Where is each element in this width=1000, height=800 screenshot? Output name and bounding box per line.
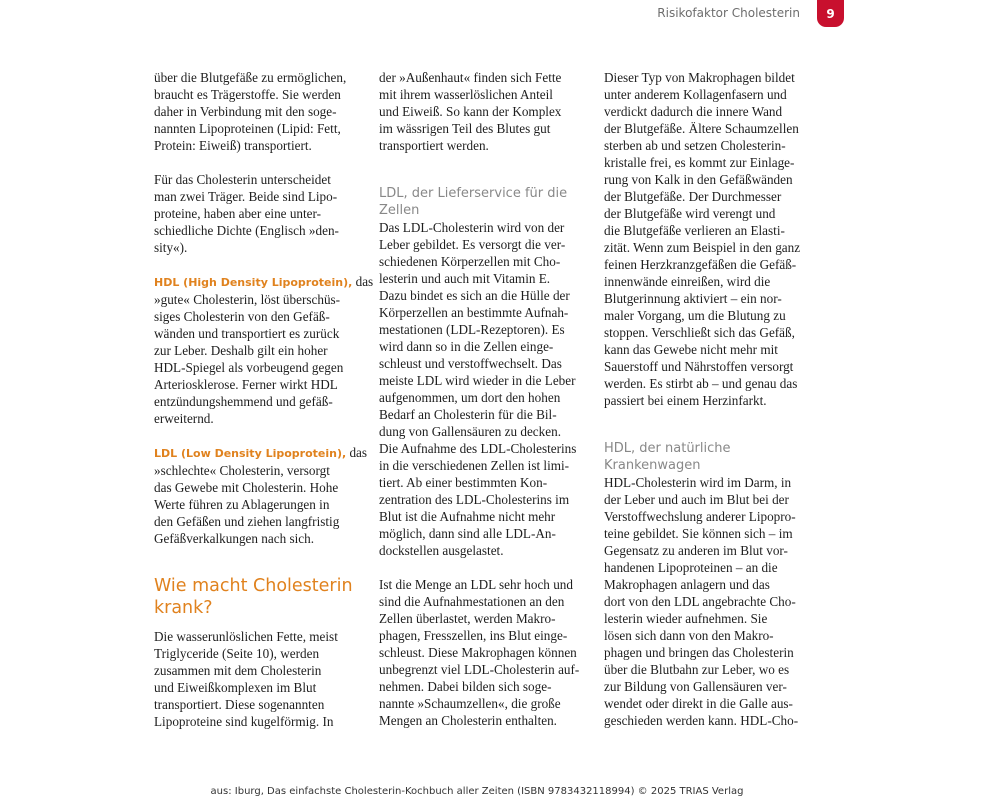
text-line: Die Aufnahme des LDL-Cholesterins (379, 441, 577, 456)
heading-line: Zellen (379, 203, 420, 218)
paragraph (154, 171, 359, 256)
text-line: aufgenommen, um dort den hohen (379, 390, 561, 405)
source-footer: aus: Iburg, Das einfachste Cholesterin-Kochbuch aller Zeiten (ISBN 9783432118994) © 2025 TRIAS Verlag (210, 786, 744, 797)
paragraph (379, 576, 584, 729)
text-line: tiert. Ab einer bestimmten Kon- (379, 475, 548, 490)
text-line: transportiert werden. (379, 138, 489, 153)
text-line: wendet oder direkt in die Galle aus- (604, 696, 793, 711)
text-line: HDL-Spiegel als vorbeugend gegen (154, 360, 344, 375)
heading-line: Wie macht Cholesterin (154, 576, 353, 596)
text-line: Werte führen zu Ablagerungen in (154, 497, 330, 512)
heading-line: krank? (154, 598, 213, 618)
text-line: phagen und bringen das Cholesterin (604, 645, 794, 660)
text-line: maler Vorgang, um die Blutung zu (604, 308, 786, 323)
text-line: dockstellen ausgelastet. (379, 543, 504, 558)
text-line: lösen sich dann von den Makro- (604, 628, 774, 643)
text-line: nannten Lipoproteinen (Lipid: Fett, (154, 121, 341, 136)
text-line: Zellen überlastet, werden Makro- (379, 611, 556, 626)
text-line: stoppen. Verschließt sich das Gefäß, (604, 325, 795, 340)
paragraph (379, 69, 584, 154)
text-line: wird dann so in die Zellen einge- (379, 339, 554, 354)
text-line: entzündungshemmend und gefäß- (154, 394, 333, 409)
ldl-definition (154, 444, 368, 547)
column-3 (604, 69, 809, 729)
text-line: dort von den LDL angebrachte Cho- (604, 594, 796, 609)
text-line: der Blutgefäße. Ältere Schaumzellen (604, 121, 799, 136)
heading-line: HDL, der natürliche (604, 441, 731, 456)
text-line: mit ihrem wasserlöslichen Anteil (379, 87, 553, 102)
text-line: der Blutgefäße wird verengt und (604, 206, 776, 221)
paragraph (154, 69, 359, 154)
text-line: Blutgerinnung aktiviert – ein nor- (604, 291, 782, 306)
text-line: Lipoproteine sind kugelförmig. In (154, 714, 334, 729)
text-line: im wässrigen Teil des Blutes gut (379, 121, 551, 136)
text-line: proteine, haben aber eine unter- (154, 206, 322, 221)
text-line: geschieden werden kann. HDL-Cho- (604, 713, 799, 728)
text-line: braucht es Trägerstoffe. Sie werden (154, 87, 341, 102)
text-line: rung von Kalk in den Gefäßwänden (604, 172, 793, 187)
text-line: Das LDL-Cholesterin wird von der (379, 220, 565, 235)
text-line: transportiert. Diese sogenannten (154, 697, 325, 712)
subsection-heading (604, 440, 809, 474)
text-line: Leber gebildet. Es versorgt die ver- (379, 237, 566, 252)
text-line: den Gefäßen und ziehen langfristig (154, 514, 340, 529)
text-line: kann das Gewebe nicht mehr mit (604, 342, 778, 357)
text-line: und Eiweiß. So kann der Komplex (379, 104, 562, 119)
text-line: sterben ab und setzen Cholesterin- (604, 138, 786, 153)
text-line: Für das Cholesterin unterscheidet (154, 172, 331, 187)
text-line: lesterin wieder aufnehmen. Sie (604, 611, 768, 626)
text-line: werden. Es stirbt ab – und genau das (604, 376, 798, 391)
text-line: der Leber und auch im Blut bei der (604, 492, 789, 507)
text-line: verdickt dadurch die innere Wand (604, 104, 783, 119)
text-line: in die verschiedenen Zellen ist limi- (379, 458, 570, 473)
text-line: Protein: Eiweiß) transportiert. (154, 138, 312, 153)
text-line: zur Leber. Deshalb gilt ein hoher (154, 343, 328, 358)
text-line: mestationen (LDL-Rezeptoren). Es (379, 322, 565, 337)
text-line: Makrophagen anlagern und das (604, 577, 770, 592)
text-line: Körperzellen an bestimmte Aufnah- (379, 305, 569, 320)
text-line: schiedliche Dichte (Englisch »den- (154, 223, 339, 238)
text-line: möglich, dann sind alle LDL-An- (379, 526, 556, 541)
text-line: sind die Aufnahmestationen an den (379, 594, 565, 609)
text-line: Verstoffwechslung anderer Lipopro- (604, 509, 796, 524)
text-line: nannte »Schaumzellen«, die große (379, 696, 561, 711)
text-line: zur Bildung von Gallensäuren ver- (604, 679, 787, 694)
text-line: meiste LDL wird wieder in die Leber (379, 373, 576, 388)
text-line: Triglyceride (Seite 10), werden (154, 646, 320, 661)
definition-first-line: LDL (Low Density Lipoprotein), das (154, 445, 368, 460)
text-line: Dieser Typ von Makrophagen bildet (604, 70, 795, 85)
paragraph (604, 69, 809, 409)
text-line: erweiternd. (154, 411, 214, 426)
text-line: man zwei Träger. Beide sind Lipo- (154, 189, 338, 204)
text-line: das Gewebe mit Cholesterin. Hohe (154, 480, 339, 495)
text-line: dung von Gallensäuren zu decken. (379, 424, 561, 439)
text-line: passiert bei einem Herzinfarkt. (604, 393, 767, 408)
subsection-heading (379, 185, 584, 219)
text-line: HDL-Cholesterin wird im Darm, in (604, 475, 792, 490)
text-line: Gegensatz zu anderen im Blut vor- (604, 543, 788, 558)
text-line: sity«). (154, 240, 188, 255)
text-line: Gefäßverkalkungen nach sich. (154, 531, 315, 546)
text-line: kristalle frei, es kommt zur Einlage- (604, 155, 795, 170)
text-line: und Eiweißkomplexen im Blut (154, 680, 317, 695)
text-line: Die wasserunlöslichen Fette, meist (154, 629, 338, 644)
paragraph (154, 628, 359, 730)
text-line: siges Cholesterin von den Gefäß- (154, 309, 330, 324)
paragraph (379, 219, 584, 559)
text-line: nehmen. Dabei bilden sich soge- (379, 679, 552, 694)
text-line: Dazu bindet es sich an die Hülle der (379, 288, 570, 303)
text-line: wänden und transportiert es zurück (154, 326, 340, 341)
text-line: Sauerstoff und Nährstoffen versorgt (604, 359, 794, 374)
text-line: zusammen mit dem Cholesterin (154, 663, 322, 678)
text-line: die Blutgefäße verlieren an Elasti- (604, 223, 785, 238)
heading-line: LDL, der Lieferservice für die (379, 186, 568, 201)
text-line: daher in Verbindung mit den soge- (154, 104, 337, 119)
text-line: lesterin und auch mit Vitamin E. (379, 271, 551, 286)
paragraph (604, 474, 809, 729)
text-line: feinen Herzkranzgefäßen die Gefäß- (604, 257, 797, 272)
text-line: Arteriosklerose. Ferner wirkt HDL (154, 377, 338, 392)
hdl-term: HDL (High Density Lipoprotein), (154, 276, 353, 289)
running-title: Risikofaktor Cholesterin (657, 6, 800, 20)
text-line: unter anderem Kollagenfasern und (604, 87, 787, 102)
text-line: Ist die Menge an LDL sehr hoch und (379, 577, 573, 592)
hdl-definition (154, 273, 374, 427)
section-heading (154, 575, 359, 619)
text-line: der »Außenhaut« finden sich Fette (379, 70, 562, 85)
text-line: »gute« Cholesterin, löst überschüs- (154, 292, 341, 307)
column-1 (154, 69, 374, 730)
text-line: Bedarf an Cholesterin für die Bil- (379, 407, 557, 422)
text-line: phagen, Fresszellen, ins Blut einge- (379, 628, 568, 643)
text-line: der Blutgefäße. Der Durchmesser (604, 189, 782, 204)
text-line: zität. Wenn zum Beispiel in den ganz (604, 240, 801, 255)
text-line: über die Blutbahn zur Leber, wo es (604, 662, 790, 677)
text-line: Blut ist die Aufnahme nicht mehr (379, 509, 556, 524)
page-number-badge: 9 (817, 0, 844, 27)
text-line: »schlechte« Cholesterin, versorgt (154, 463, 330, 478)
column-2 (379, 69, 584, 729)
text-line: handenen Lipoproteinen – an die (604, 560, 778, 575)
text-line: schleust. Diese Makrophagen können (379, 645, 577, 660)
text-line: zentration des LDL-Cholesterins im (379, 492, 570, 507)
text-line: schiedenen Körperzellen mit Cho- (379, 254, 561, 269)
definition-first-line: HDL (High Density Lipoprotein), das (154, 274, 374, 289)
text-line: schleust und verstoffwechselt. Das (379, 356, 562, 371)
text-line: über die Blutgefäße zu ermöglichen, (154, 70, 347, 85)
ldl-term: LDL (Low Density Lipoprotein), (154, 447, 347, 460)
text-line: Mengen an Cholesterin enthalten. (379, 713, 557, 728)
text-line: unbegrenzt viel LDL-Cholesterin auf- (379, 662, 580, 677)
text-line: teine gebildet. Sie können sich – im (604, 526, 793, 541)
heading-line: Krankenwagen (604, 458, 701, 473)
text-line: innenwände einreißen, wird die (604, 274, 771, 289)
